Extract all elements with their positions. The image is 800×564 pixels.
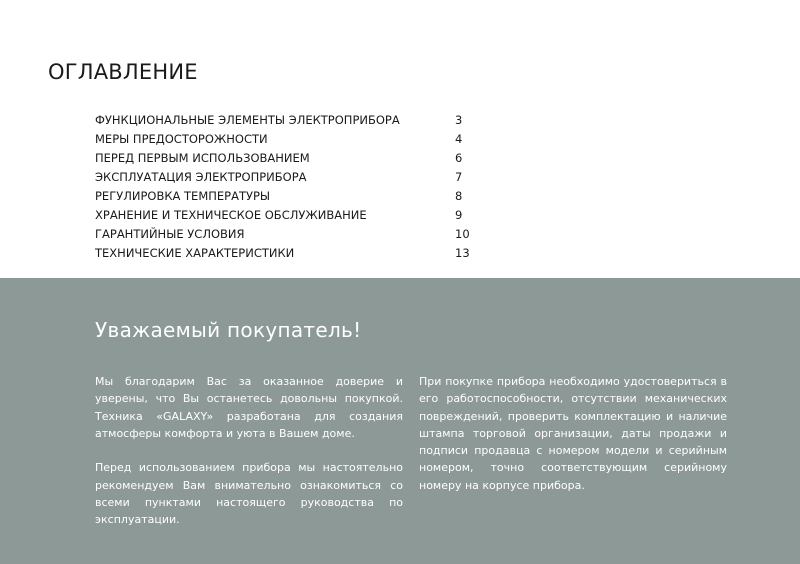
greeting-paragraph: Перед использованием прибора мы настоятельно рекомендуем Вам внимательно ознакомиться со всеми пунктами настоящего руководства по эксплуатации.: [95, 461, 403, 527]
toc-item-label: ХРАНЕНИЕ И ТЕХНИЧЕСКОЕ ОБСЛУЖИВАНИЕ: [95, 208, 367, 222]
toc-item: [95, 244, 515, 263]
toc-item-label: ФУНКЦИОНАЛЬНЫЕ ЭЛЕМЕНТЫ ЭЛЕКТРОПРИБОРА: [95, 113, 400, 127]
toc-item-page: 3: [455, 113, 463, 127]
toc-item-page: 13: [455, 246, 470, 260]
toc-item: [95, 111, 515, 130]
toc-item-label: РЕГУЛИРОВКА ТЕМПЕРАТУРЫ: [95, 189, 271, 203]
greeting-paragraph: Мы благодарим Вас за оказанное доверие и уверены, что Вы останетесь довольны покупкой. Техника «GALAXY» разработана для создания атмосферы комфорта и уюта в Вашем доме.: [95, 375, 403, 440]
toc-item-page: 4: [455, 132, 463, 146]
toc-item: [95, 187, 515, 206]
greeting-right-column: [419, 373, 727, 511]
toc-item-label: ЭКСПЛУАТАЦИЯ ЭЛЕКТРОПРИБОРА: [95, 170, 307, 184]
toc-item-label: ТЕХНИЧЕСКИЕ ХАРАКТЕРИСТИКИ: [95, 246, 295, 260]
toc-item-page: 8: [455, 189, 463, 203]
toc-item-label: ПЕРЕД ПЕРВЫМ ИСПОЛЬЗОВАНИЕМ: [95, 151, 310, 165]
greeting-paragraph: При покупке прибора необходимо удостовериться в его работоспособности, отсутствии механических повреждений, проверить комплектацию и наличие штампа торговой организации, даты продажи и подписи продавца с номером модели и серийным номером, точно соответствующим серийному номеру на корпусе прибора.: [419, 375, 727, 492]
greeting-title: Уважаемый покупатель!: [95, 318, 362, 342]
toc-item-page: 6: [455, 151, 463, 165]
greeting-left-column: [95, 373, 403, 546]
toc-list: [95, 111, 515, 263]
toc-item-label: ГАРАНТИЙНЫЕ УСЛОВИЯ: [95, 227, 245, 241]
toc-item: [95, 149, 515, 168]
toc-item-page: 9: [455, 208, 463, 222]
toc-item: [95, 130, 515, 149]
toc-item: [95, 225, 515, 244]
toc-title: ОГЛАВЛЕНИЕ: [48, 60, 198, 84]
toc-item: [95, 206, 515, 225]
greeting-panel: [0, 278, 800, 564]
toc-item: [95, 168, 515, 187]
toc-item-label: МЕРЫ ПРЕДОСТОРОЖНОСТИ: [95, 132, 268, 146]
toc-item-page: 7: [455, 170, 463, 184]
table-of-contents: [0, 0, 800, 278]
toc-item-page: 10: [455, 227, 470, 241]
